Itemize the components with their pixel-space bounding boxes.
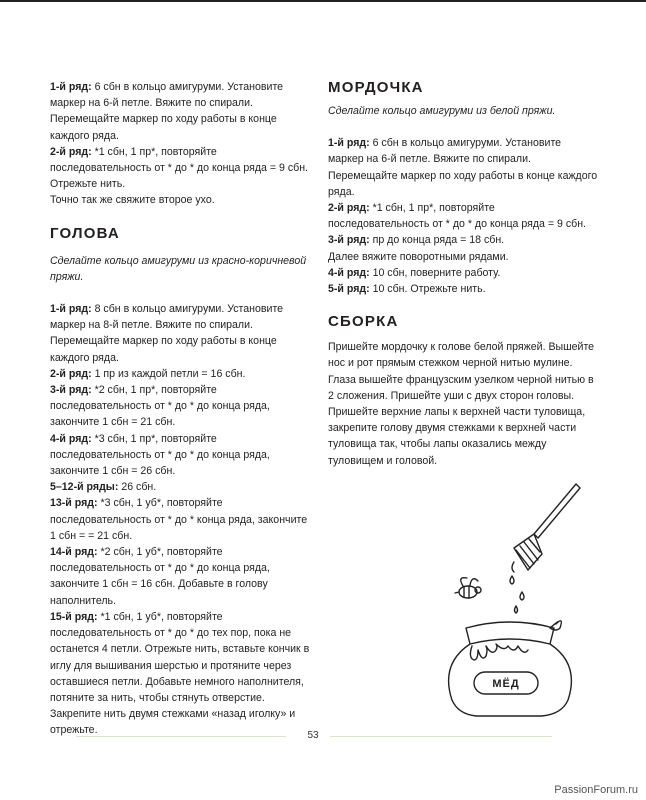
ear-row-1: 1-й ряд: 6 сбн в кольцо амигуруми. Установите маркер на 6-й петле. Вяжите по спирали. Перемещайте маркер по ходу работы в конце каждого ряда.: [50, 81, 284, 142]
muzzle-row-4: 4-й ряд: 10 сбн, поверните работу.: [328, 266, 501, 279]
assembly-heading: СБОРКА: [328, 313, 399, 331]
muzzle-row-3: 3-й ряд: пр до конца ряда = 18 сбн.: [328, 234, 505, 247]
left-column: [50, 79, 312, 739]
head-row-14: 14-й ряд: *2 сбн, 1 уб*, повторяйте последовательность от * до * до конца ряда, закончите 1 сбн = 16 сбн. Добавьте в голову наполнитель.: [50, 546, 270, 607]
muzzle-row-2: 2-й ряд: *1 сбн, 1 пр*, повторяйте последовательность от * до * до конца ряда = 9 сбн.: [328, 202, 586, 231]
ear-note: Точно так же свяжите второе ухо.: [50, 194, 215, 207]
honey-drop-icon: [520, 592, 524, 600]
jar-icon: [449, 621, 572, 716]
muzzle-row-1: 1-й ряд: 6 сбн в кольцо амигуруми. Установите маркер на 6-й петле. Вяжите по спирали. Перемещайте маркер по ходу работы в конце каждого ряда.: [328, 137, 598, 198]
head-row-5-12: 5–12-й ряды: 26 сбн.: [50, 481, 157, 494]
muzzle-row-5: 5-й ряд: 10 сбн. Отрежьте нить.: [328, 283, 486, 296]
muzzle-note: Далее вяжите поворотными рядами.: [328, 250, 509, 263]
watermark: PassionForum.ru: [554, 784, 638, 796]
muzzle-intro: Сделайте кольцо амигуруми из белой пряжи.: [328, 105, 556, 117]
muzzle-heading: МОРДОЧКА: [328, 79, 424, 96]
head-heading: ГОЛОВА: [50, 224, 120, 242]
honey-drop-icon: [510, 576, 514, 584]
head-row-15: 15-й ряд: *1 сбн, 1 уб*, повторяйте последовательность от * до * до тех пор, пока не останется 4 петли. Отрежьте нить, вставьте кончик в иглу для вышивания шерстью и протяните через оставшиеся петли. Добавьте немного наполнителя, потяните за нить, чтобы стянуть отверстие. Закрепите нить двумя стежками «назад иголку» и отрежьте.: [50, 610, 310, 737]
honey-drop-icon: [515, 606, 518, 613]
head-intro: Сделайте кольцо амигуруми из красно-коричневой пряжи.: [50, 254, 307, 283]
top-border: [0, 0, 646, 2]
footer-divider-right: [330, 736, 552, 737]
right-column: [328, 79, 598, 469]
footer-divider-left: [76, 736, 286, 737]
head-row-13: 13-й ряд: *3 сбн, 1 уб*, повторяйте последовательность от * до * конца ряда, закончите 1 сбн = = 21 сбн.: [50, 497, 308, 542]
page-number: 53: [307, 730, 319, 741]
jar-label: МЁД: [492, 678, 520, 690]
head-row-3: 3-й ряд: *2 сбн, 1 пр*, повторяйте последовательность от * до * до конца ряда, закончите 1 сбн = 21 сбн.: [50, 384, 270, 429]
honey-jar-illustration: [430, 480, 600, 720]
head-row-4: 4-й ряд: *3 сбн, 1 пр*, повторяйте последовательность от * до * до конца ряда, закончите 1 сбн = 26 сбн.: [50, 432, 270, 478]
honey-dipper-icon: [512, 484, 580, 572]
bee-icon: [455, 578, 481, 598]
ear-row-2: 2-й ряд: *1 сбн, 1 пр*, повторяйте последовательность от * до * до конца ряда = 9 сбн. Отрежьте нить.: [50, 145, 308, 191]
head-row-2: 2-й ряд: 1 пр из каждой петли = 16 сбн.: [50, 367, 246, 380]
assembly-text: Пришейте мордочку к голове белой пряжей. Вышейте нос и рот прямым стежком черной нитью мулине. Глаза вышейте французским узелком черной нитью в 2 сложения. Пришейте уши с двух сторон головы. Пришейте верхние лапы к верхней части туловища, закрепите голову двумя стежками к верхней части туловища так, чтобы лапы оказались между туловищем и головой.: [328, 341, 595, 467]
head-row-1: 1-й ряд: 8 сбн в кольцо амигуруми. Установите маркер на 8-й петле. Вяжите по спирали. Перемещайте маркер по ходу работы в конце каждого ряда.: [50, 303, 284, 364]
